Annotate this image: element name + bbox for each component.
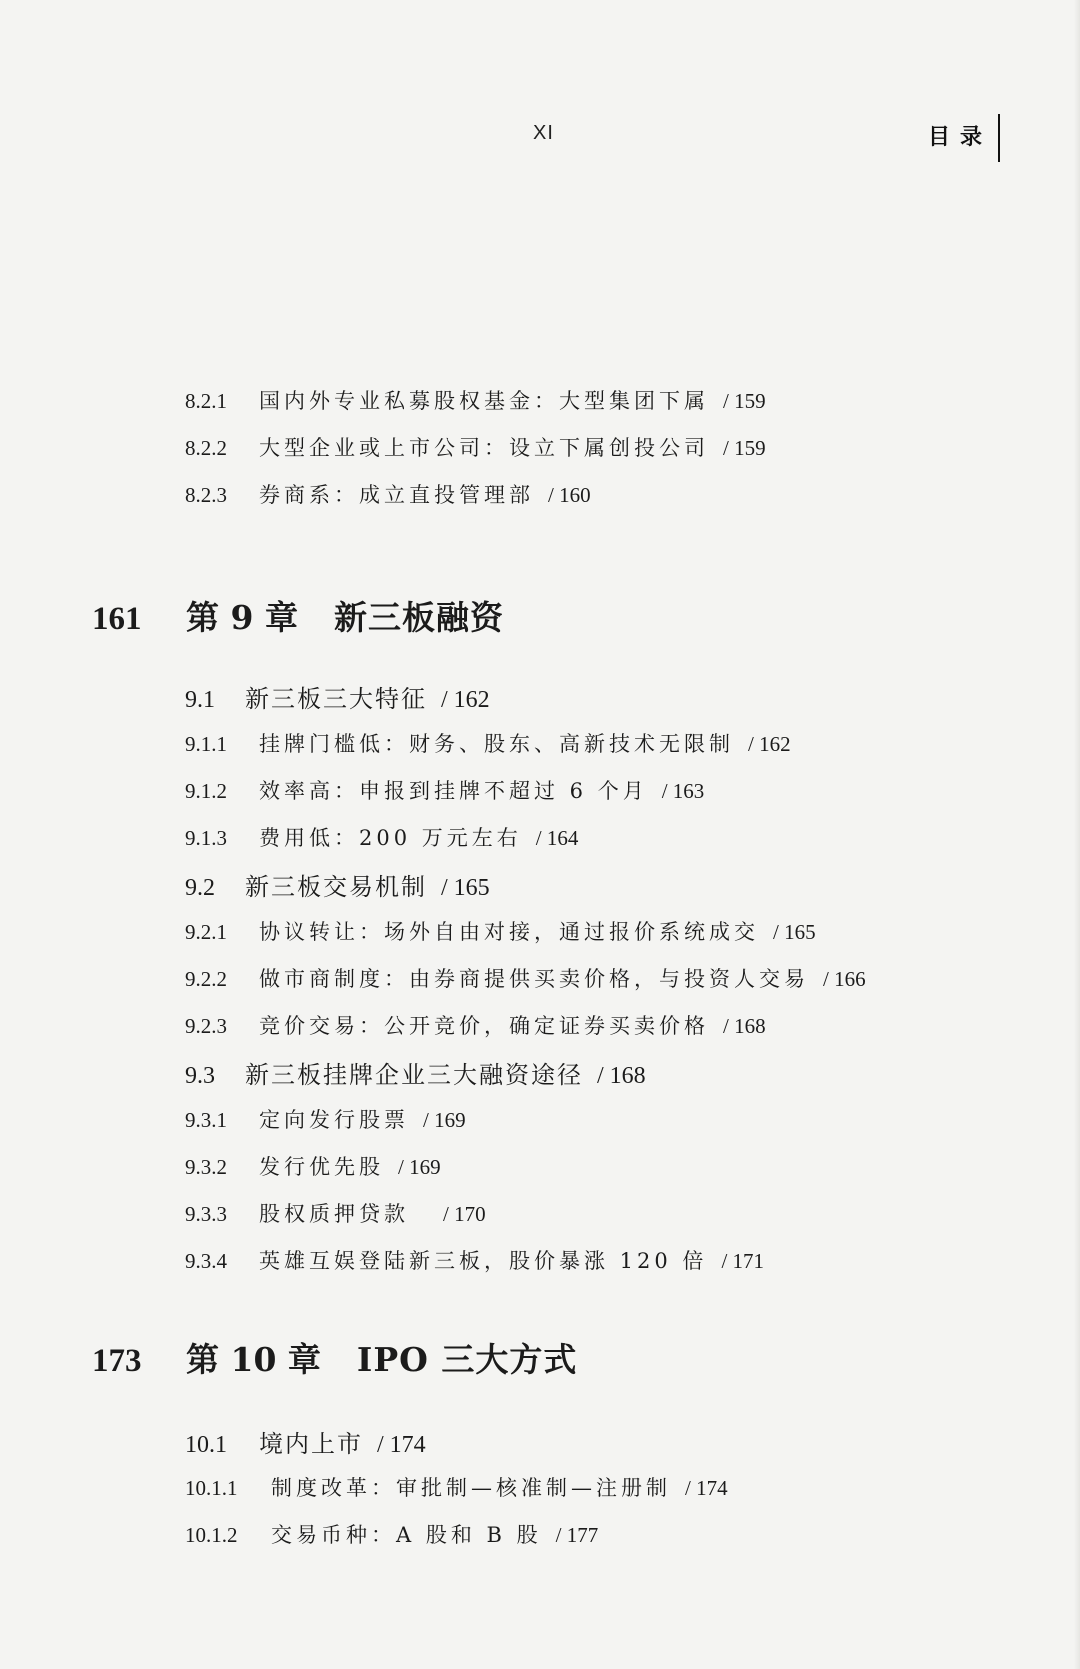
toc-entry-8-2-1[interactable]: [185, 385, 766, 415]
toc-entry-number: 10.1: [185, 1432, 227, 1458]
toc-entry-number: 8.2.2: [185, 436, 227, 460]
toc-entry-9-3-4[interactable]: [185, 1245, 764, 1275]
chapter-10-heading[interactable]: [92, 1334, 577, 1381]
toc-entry-title: 做市商制度：由券商提供买卖价格，与投资人交易: [259, 967, 809, 991]
toc-entry-title: 境内上市: [259, 1430, 363, 1458]
toc-entry-page: / 165: [773, 920, 816, 944]
toc-entry-title: 定向发行股票: [259, 1108, 409, 1132]
toc-entry-9-2[interactable]: [185, 867, 490, 902]
chapter-page-number: 161: [92, 601, 142, 637]
toc-entry-title: 国内外专业私募股权基金：大型集团下属: [259, 389, 709, 413]
toc-entry-title: 股权质押贷款: [259, 1202, 409, 1226]
toc-entry-number: 9.1.2: [185, 779, 227, 803]
chapter-page-number: 173: [92, 1343, 142, 1379]
toc-entry-page: / 174: [377, 1432, 426, 1458]
toc-entry-number: 9.1.3: [185, 826, 227, 850]
toc-entry-number: 9.1: [185, 687, 215, 713]
toc-entry-page: / 162: [441, 687, 490, 713]
toc-entry-8-2-3[interactable]: [185, 479, 591, 509]
toc-entry-number: 9.3.2: [185, 1155, 227, 1179]
toc-entry-page: / 169: [398, 1155, 441, 1179]
toc-entry-9-3-3[interactable]: [185, 1198, 486, 1228]
toc-entry-page: / 162: [748, 732, 791, 756]
toc-entry-9-2-1[interactable]: [185, 916, 816, 946]
toc-entry-9-1-3[interactable]: [185, 822, 578, 852]
toc-entry-page: / 171: [721, 1249, 765, 1273]
toc-entry-title: 交易币种：A 股和 B 股: [271, 1523, 542, 1547]
toc-entry-number: 9.1.1: [185, 732, 227, 756]
chapter-title: IPO 三大方式: [356, 1340, 578, 1379]
toc-entry-number: 9.3.1: [185, 1108, 227, 1132]
toc-entry-title: 效率高：申报到挂牌不超过 6 个月: [259, 779, 648, 803]
toc-entry-number: 9.2.2: [185, 967, 227, 991]
toc-entry-title: 新三板交易机制: [245, 873, 427, 901]
toc-entry-number: 10.1.2: [185, 1523, 238, 1547]
toc-entry-number: 8.2.1: [185, 389, 227, 413]
toc-entry-page: / 177: [555, 1523, 599, 1547]
toc-entry-10-1-1[interactable]: [185, 1472, 728, 1502]
chapter-label: 第 9 章: [186, 598, 298, 637]
toc-entry-title: 竞价交易：公开竞价，确定证券买卖价格: [259, 1014, 709, 1038]
page-edge: [1074, 0, 1080, 1669]
toc-entry-10-1-2[interactable]: [185, 1519, 598, 1549]
toc-entry-9-1[interactable]: [185, 679, 490, 714]
toc-entry-page: / 159: [723, 436, 766, 460]
toc-entry-title: 协议转让：场外自由对接，通过报价系统成交: [259, 920, 759, 944]
toc-entry-page: / 168: [597, 1063, 646, 1089]
chapter-9-heading[interactable]: [92, 592, 504, 639]
toc-entry-8-2-2[interactable]: [185, 432, 766, 462]
toc-entry-page: / 163: [661, 779, 705, 803]
toc-entry-page: / 168: [723, 1014, 766, 1038]
toc-entry-number: 9.3.4: [185, 1249, 227, 1273]
toc-entry-title: 英雄互娱登陆新三板，股价暴涨 120 倍: [259, 1249, 708, 1273]
toc-entry-title: 制度改革：审批制—核准制—注册制: [271, 1476, 671, 1500]
toc-entry-number: 9.2.3: [185, 1014, 227, 1038]
header-rule: [998, 114, 1000, 162]
toc-entry-page: / 174: [685, 1476, 728, 1500]
header-section-title: 目录: [928, 125, 993, 150]
toc-entry-title: 券商系：成立直投管理部: [259, 483, 534, 507]
toc-entry-9-1-2[interactable]: [185, 775, 704, 805]
toc-entry-9-3[interactable]: [185, 1055, 646, 1090]
chapter-label: 第 10 章: [186, 1340, 321, 1379]
toc-entry-9-2-2[interactable]: [185, 963, 866, 993]
header-page-number: XI: [533, 122, 554, 144]
toc-entry-page: / 170: [443, 1202, 486, 1226]
toc-entry-page: / 165: [441, 875, 490, 901]
toc-entry-9-1-1[interactable]: [185, 728, 791, 758]
toc-entry-number: 9.3.3: [185, 1202, 227, 1226]
toc-entry-page: / 159: [723, 389, 766, 413]
toc-entry-number: 9.2.1: [185, 920, 227, 944]
toc-entry-number: 9.3: [185, 1063, 215, 1089]
chapter-title: 新三板融资: [333, 598, 504, 637]
toc-entry-title: 大型企业或上市公司：设立下属创投公司: [259, 436, 709, 460]
toc-entry-title: 费用低：200 万元左右: [259, 826, 522, 850]
toc-entry-page: / 164: [535, 826, 579, 850]
toc-entry-title: 挂牌门槛低：财务、股东、高新技术无限制: [259, 732, 734, 756]
toc-entry-title: 新三板三大特征: [245, 685, 427, 713]
toc-entry-page: / 169: [423, 1108, 466, 1132]
toc-entry-9-3-1[interactable]: [185, 1104, 466, 1134]
toc-entry-page: / 160: [548, 483, 591, 507]
toc-entry-title: 发行优先股: [259, 1155, 384, 1179]
toc-entry-number: 8.2.3: [185, 483, 227, 507]
toc-entry-9-2-3[interactable]: [185, 1010, 766, 1040]
toc-entry-number: 9.2: [185, 875, 215, 901]
toc-entry-page: / 166: [823, 967, 866, 991]
toc-entry-10-1[interactable]: [185, 1424, 426, 1459]
toc-entry-title: 新三板挂牌企业三大融资途径: [245, 1061, 583, 1089]
toc-entry-9-3-2[interactable]: [185, 1151, 441, 1181]
toc-entry-number: 10.1.1: [185, 1476, 238, 1500]
